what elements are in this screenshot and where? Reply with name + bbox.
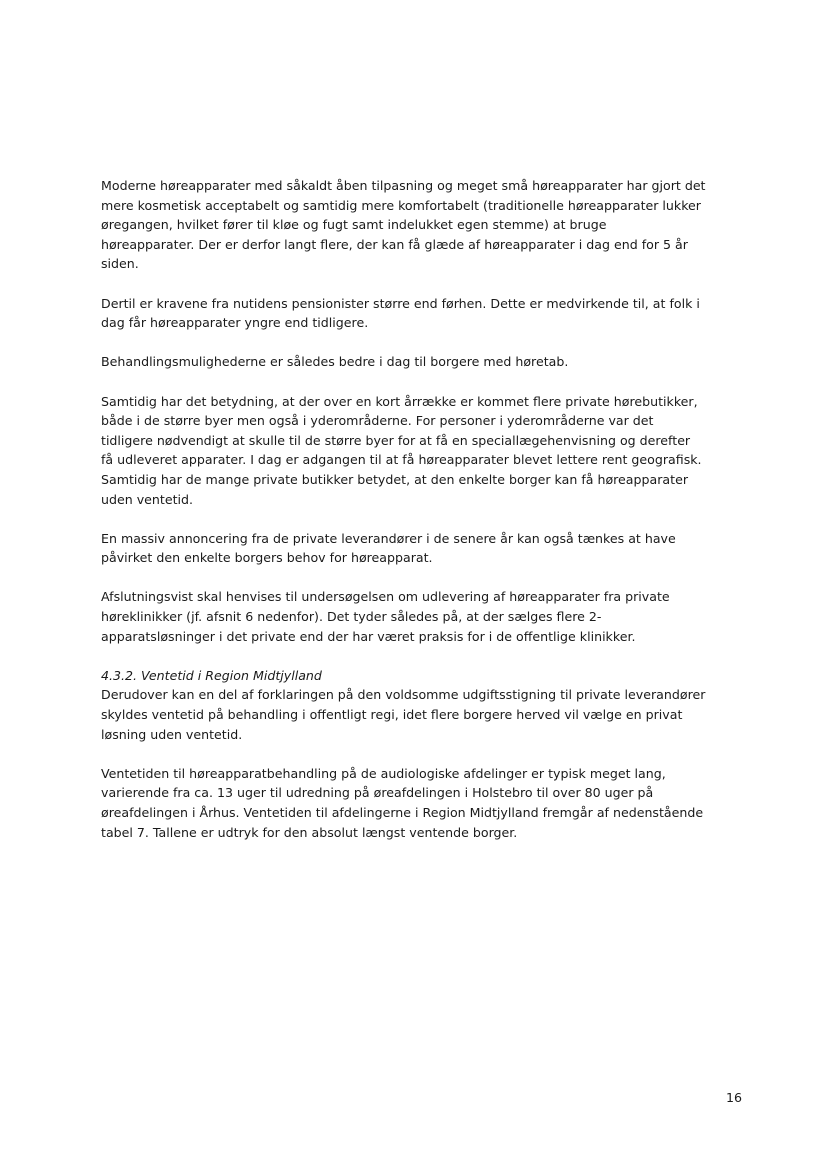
text-line: høreapparater. Der er derfor langt flere, der kan få glæde af høreapparater i dag end for 5 år bbox=[101, 236, 688, 252]
text-line: øregangen, hvilket fører til kløe og fugt samt indelukket egen stemme) at bruge bbox=[101, 217, 607, 233]
text-line: Behandlingsmulighederne er således bedre i dag til borgere med høretab. bbox=[101, 354, 569, 370]
paragraph bbox=[101, 587, 741, 646]
page-number: 16 bbox=[725, 1090, 742, 1105]
text-line: siden. bbox=[101, 256, 139, 272]
text-line: Derudover kan en del af forklaringen på den voldsomme udgiftsstigning til private leverandører bbox=[101, 687, 706, 703]
text-line: Samtidig har det betydning, at der over en kort årrække er kommet flere private hørebutikker, bbox=[101, 393, 698, 409]
text-line: dag får høreapparater yngre end tidligere. bbox=[101, 315, 369, 331]
text-line: tabel 7. Tallene er udtryk for den absolut længst ventende borger. bbox=[101, 824, 518, 840]
text-line: Afslutningsvist skal henvises til undersøgelsen om udlevering af høreapparater fra private bbox=[101, 589, 670, 605]
text-line: få udleveret apparater. I dag er adgangen til at få høreapparater blevet lettere rent geografisk. bbox=[101, 452, 702, 468]
text-line: mere kosmetisk acceptabelt og samtidig mere komfortabelt (traditionelle høreapparater lukker bbox=[101, 197, 701, 213]
text-line: apparatsløsninger i det private end der har været praksis for i de offentlige klinikker. bbox=[101, 628, 636, 644]
text-line: En massiv annoncering fra de private leverandører i de senere år kan også tænkes at have bbox=[101, 530, 676, 546]
text-line: høreklinikker (jf. afsnit 6 nedenfor). Det tyder således på, at der sælges flere 2- bbox=[101, 609, 602, 625]
text-line: løsning uden ventetid. bbox=[101, 726, 243, 742]
paragraph bbox=[101, 176, 741, 274]
text-line: påvirket den enkelte borgers behov for høreapparat. bbox=[101, 550, 433, 566]
text-line: både i de større byer men også i yderområderne. For personer i yderområderne var det bbox=[101, 413, 654, 429]
paragraph bbox=[101, 392, 741, 510]
text-line: Samtidig har de mange private butikker betydet, at den enkelte borger kan få høreapparater bbox=[101, 471, 688, 487]
paragraph bbox=[101, 294, 741, 333]
body-text bbox=[101, 176, 741, 862]
text-line: Dertil er kravene fra nutidens pensionister større end førhen. Dette er medvirkende til, at folk i bbox=[101, 295, 700, 311]
paragraph bbox=[101, 685, 741, 744]
text-line: varierende fra ca. 13 uger til udredning på øreafdelingen i Holstebro til over 80 uger på bbox=[101, 785, 654, 801]
paragraph bbox=[101, 529, 741, 568]
paragraph bbox=[101, 764, 741, 842]
paragraph bbox=[101, 352, 741, 372]
text-line: uden ventetid. bbox=[101, 491, 194, 507]
text-line: Ventetiden til høreapparatbehandling på de audiologiske afdelinger er typisk meget lang, bbox=[101, 765, 666, 781]
text-line: tidligere nødvendigt at skulle til de større byer for at få en speciallægehenvisning og derefter bbox=[101, 432, 691, 448]
text-line: øreafdelingen i Århus. Ventetiden til afdelingerne i Region Midtjylland fremgår af nedenstående bbox=[101, 805, 704, 820]
text-line: skyldes ventetid på behandling i offentligt regi, idet flere borgere herved vil vælge en privat bbox=[101, 707, 683, 723]
section-heading: 4.3.2. Ventetid i Region Midtjylland bbox=[101, 667, 322, 683]
text-line: Moderne høreapparater med såkaldt åben tilpasning og meget små høreapparater har gjort det bbox=[101, 178, 706, 193]
